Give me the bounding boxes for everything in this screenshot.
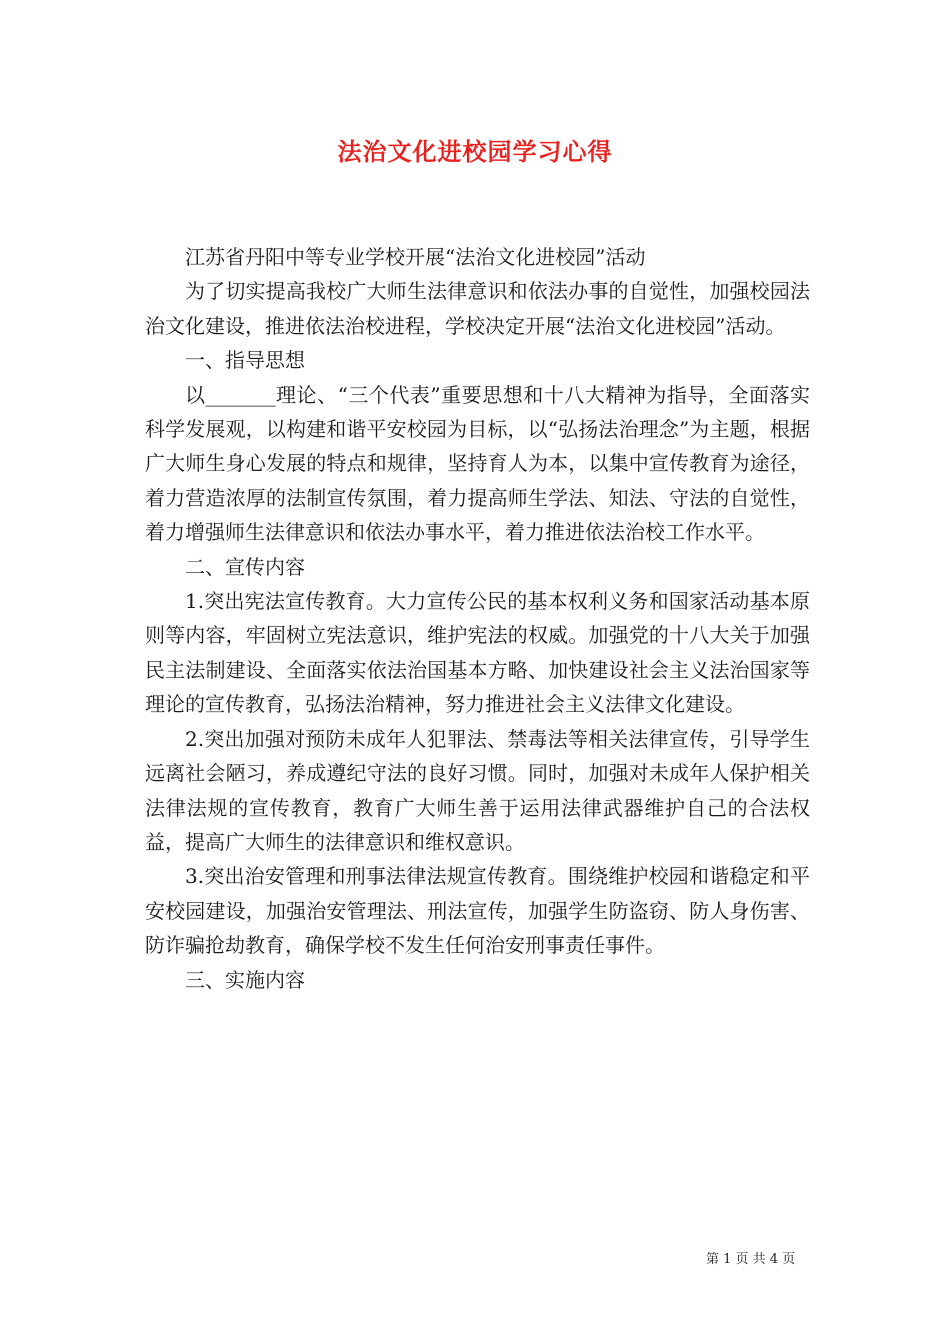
heading-publicity-content: 二、宣传内容 [185,554,305,579]
document-title: 法治文化进校园学习心得 [337,137,613,166]
document-body [145,240,810,997]
heading-implementation: 三、实施内容 [185,967,305,992]
heading-guiding-thought: 一、指导思想 [185,348,305,373]
paragraph-item-1: 1.突出宪法宣传教育。大力宣传公民的基本权利义务和国家活动基本原则等内容，牢固树立宪法意识，维护宪法的权威。加强党的十八大关于加强民主法制建设、全面落实依法治国基本方略、加快建设社会主义法治国家等理论的宣传教育，弘扬法治精神，努力推进社会主义法律文化建设。 [145,589,810,717]
page-number: 第 1 页 共 4 页 [706,1252,796,1267]
paragraph-guiding-thought: 以_______理论、“三个代表”重要思想和十八大精神为指导，全面落实科学发展观，以构建和谐平安校园为目标，以“弘扬法治理念”为主题，根据广大师生身心发展的特点和规律，坚持育人为本，以集中宣传教育为途径，着力营造浓厚的法制宣传氛围，着力提高师生学法、知法、守法的自觉性，着力增强师生法律意识和依法办事水平，着力推进依法治校工作水平。 [145,382,810,545]
paragraph-item-3: 3.突出治安管理和刑事法律法规宣传教育。围绕维护校园和谐稳定和平安校园建设，加强治安管理法、刑法宣传，加强学生防盗窃、防人身伤害、防诈骗抢劫教育，确保学校不发生任何治安刑事责任事件。 [145,864,810,958]
paragraph-item-2: 2.突出加强对预防未成年人犯罪法、禁毒法等相关法律宣传，引导学生远离社会陋习，养成遵纪守法的良好习惯。同时，加强对未成年人保护相关法律法规的宣传教育，教育广大师生善于运用法律武器维护自己的合法权益，提高广大师生的法律意识和维权意识。 [145,726,810,854]
paragraph-intro: 为了切实提高我校广大师生法律意识和依法办事的自觉性，加强校园法治文化建设，推进依法治校进程，学校决定开展“法治文化进校园”活动。 [145,279,810,338]
paragraph-school-activity: 江苏省丹阳中等专业学校开展“法治文化进校园”活动 [185,245,646,269]
